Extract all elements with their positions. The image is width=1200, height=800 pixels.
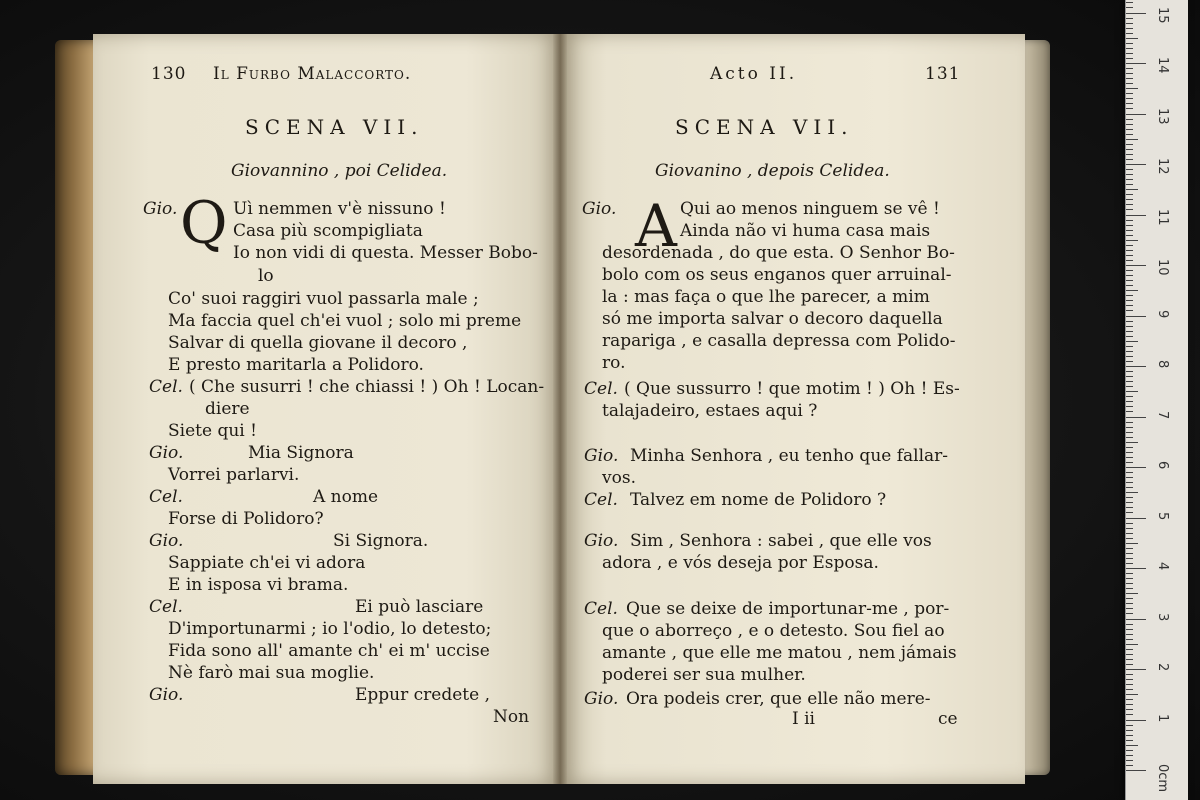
- ruler-tick: [1126, 684, 1133, 685]
- page-number: 131: [925, 64, 961, 84]
- ruler-tick: [1126, 518, 1146, 519]
- ruler-tick: [1126, 260, 1133, 261]
- verse-line: Io non vidi di questa. Messer Bobo-: [233, 243, 538, 263]
- ruler-tick: [1126, 704, 1133, 705]
- ruler-tick: [1126, 714, 1133, 715]
- ruler-tick: [1126, 558, 1133, 559]
- ruler-tick: [1126, 230, 1133, 231]
- ruler-tick: [1126, 250, 1133, 251]
- speaker-label: Cel.: [149, 487, 183, 507]
- ruler-tick: [1126, 235, 1133, 236]
- prose-line: poderei ser sua mulher.: [602, 665, 806, 685]
- ruler-tick: [1126, 225, 1133, 226]
- verse-line: Nè farò mai sua moglie.: [168, 663, 375, 683]
- prose-line: vos.: [602, 468, 636, 488]
- ruler-tick: [1126, 432, 1133, 433]
- verse-line: Sappiate ch'ei vi adora: [168, 553, 366, 573]
- ruler-tick: [1126, 164, 1146, 165]
- ruler-tick: [1126, 78, 1133, 79]
- open-book: [55, 22, 1055, 792]
- ruler-tick: [1126, 114, 1146, 115]
- ruler-label: 0cm: [1155, 764, 1170, 793]
- prose-line: la : mas faça o que lhe parecer, a mim: [602, 287, 930, 307]
- ruler-tick: [1126, 442, 1138, 443]
- ruler-tick: [1126, 33, 1133, 34]
- prose-line: desordenada , do que esta. O Senhor Bo-: [602, 243, 955, 263]
- ruler-tick: [1126, 709, 1133, 710]
- ruler-label: 6: [1155, 461, 1170, 470]
- ruler-tick: [1126, 184, 1133, 185]
- prose-line: rapariga , e casalla depressa com Polido-: [602, 331, 956, 351]
- prose-line: Ora podeis crer, que elle não mere-: [626, 689, 931, 709]
- ruler-label: 7: [1155, 410, 1170, 419]
- ruler-label: 10: [1155, 259, 1170, 276]
- page-number: 130: [151, 64, 187, 84]
- ruler-tick: [1126, 502, 1133, 503]
- prose-line: talajadeiro, estaes aqui ?: [602, 401, 818, 421]
- prose-line: Sim , Senhora : sabei , que elle vos: [630, 531, 932, 551]
- ruler-tick: [1126, 417, 1146, 418]
- ruler-label: 3: [1155, 612, 1170, 621]
- ruler-tick: [1126, 48, 1133, 49]
- prose-line: só me importa salvar o decoro daquella: [602, 309, 943, 329]
- ruler-tick: [1126, 745, 1138, 746]
- ruler-tick: [1126, 467, 1146, 468]
- ruler-tick: [1126, 401, 1133, 402]
- ruler-tick: [1126, 477, 1133, 478]
- ruler-tick: [1126, 523, 1133, 524]
- ruler-tick: [1126, 18, 1133, 19]
- ruler-label: 15: [1155, 6, 1170, 24]
- ruler-label: 9: [1155, 309, 1170, 318]
- ruler-tick: [1126, 497, 1133, 498]
- ruler-tick: [1126, 189, 1138, 190]
- verse-line: Ei può lasciare: [355, 597, 484, 617]
- prose-line: Talvez em nome de Polidoro ?: [630, 490, 887, 510]
- ruler-tick: [1126, 391, 1138, 392]
- ruler-tick: [1126, 422, 1133, 423]
- ruler-tick: [1126, 629, 1133, 630]
- ruler-tick: [1126, 482, 1133, 483]
- prose-line: ( Que sussurro ! que motim ! ) Oh ! Es-: [624, 379, 960, 399]
- ruler-tick: [1126, 740, 1133, 741]
- ruler-tick: [1126, 93, 1133, 94]
- catchword: Non: [493, 707, 530, 727]
- ruler-tick: [1126, 154, 1133, 155]
- ruler-label: 14: [1155, 57, 1170, 74]
- ruler-tick: [1126, 7, 1133, 8]
- ruler-tick: [1126, 406, 1133, 407]
- ruler-tick: [1126, 356, 1133, 357]
- ruler-tick: [1126, 124, 1133, 125]
- ruler-tick: [1126, 270, 1133, 271]
- speaker-label: Gio.: [584, 689, 619, 709]
- speaker-label: Gio.: [149, 443, 184, 463]
- verse-line: Ma faccia quel ch'ei vuol ; solo mi preme: [168, 311, 522, 331]
- ruler-tick: [1126, 568, 1146, 569]
- running-title: Il Furbo Malaccorto.: [213, 64, 412, 84]
- ruler-tick: [1126, 103, 1133, 104]
- ruler-tick: [1126, 38, 1138, 39]
- ruler-tick: [1126, 305, 1133, 306]
- verse-line: A nome: [313, 487, 379, 507]
- ruler-label: 2: [1155, 663, 1170, 672]
- ruler-tick: [1126, 598, 1133, 599]
- ruler-tick: [1126, 159, 1133, 160]
- ruler-tick: [1126, 220, 1133, 221]
- speaker-label: Cel.: [149, 597, 183, 617]
- ruler-tick: [1126, 548, 1133, 549]
- ruler-tick: [1126, 619, 1146, 620]
- prose-line: adora , e vós deseja por Esposa.: [602, 553, 879, 573]
- ruler-tick: [1126, 512, 1133, 513]
- ruler-tick: [1126, 58, 1133, 59]
- ruler-tick: [1126, 563, 1133, 564]
- prose-line: Qui ao menos ninguem se vê !: [680, 199, 940, 219]
- ruler-tick: [1126, 457, 1133, 458]
- speaker-label: Gio.: [584, 446, 619, 466]
- ruler-label: 12: [1155, 158, 1170, 175]
- ruler-tick: [1126, 215, 1146, 216]
- verse-line: Si Signora.: [333, 531, 429, 551]
- verse-line: Salvar di quella giovane il decoro ,: [168, 333, 468, 353]
- ruler-tick: [1126, 209, 1133, 210]
- prose-line: Ainda não vi huma casa mais: [680, 221, 931, 241]
- ruler-label: 1: [1155, 713, 1170, 722]
- verse-line: Mia Signora: [248, 443, 354, 463]
- ruler-tick: [1126, 654, 1133, 655]
- ruler-tick: [1126, 603, 1133, 604]
- ruler-tick: [1126, 528, 1133, 529]
- ruler-tick: [1126, 376, 1133, 377]
- measurement-ruler: [1125, 0, 1188, 800]
- speaker-label: Gio.: [143, 199, 178, 219]
- ruler-tick: [1126, 659, 1133, 660]
- ruler-tick: [1126, 331, 1133, 332]
- ruler-tick: [1126, 452, 1133, 453]
- verse-line: diere: [205, 399, 250, 419]
- ruler-label: 8: [1155, 360, 1170, 369]
- prose-line: Que se deixe de importunar-me , por-: [626, 599, 950, 619]
- ruler-tick: [1126, 2, 1133, 3]
- ruler-tick: [1126, 573, 1133, 574]
- verse-line: Casa più scompigliata: [233, 221, 423, 241]
- ruler-tick: [1126, 134, 1133, 135]
- ruler-tick: [1126, 624, 1133, 625]
- ruler-tick: [1126, 674, 1133, 675]
- ruler-tick: [1126, 204, 1133, 205]
- prose-line: Minha Senhora , eu tenho que fallar-: [630, 446, 949, 466]
- ruler-tick: [1126, 770, 1146, 771]
- ruler-tick: [1126, 472, 1133, 473]
- ruler-tick: [1126, 543, 1138, 544]
- ruler-tick: [1126, 300, 1133, 301]
- ruler-tick: [1126, 194, 1133, 195]
- ruler-tick: [1126, 240, 1138, 241]
- ruler-tick: [1126, 326, 1133, 327]
- ruler-tick: [1126, 669, 1146, 670]
- ruler-tick: [1126, 689, 1133, 690]
- ruler-tick: [1126, 664, 1133, 665]
- ruler-tick: [1126, 68, 1133, 69]
- ruler-label: 11: [1155, 208, 1170, 226]
- ruler-tick: [1126, 765, 1133, 766]
- ruler-tick: [1126, 694, 1138, 695]
- ruler-tick: [1126, 578, 1133, 579]
- verse-line: Vorrei parlarvi.: [168, 465, 300, 485]
- ruler-tick: [1126, 386, 1133, 387]
- verse-line: Forse di Polidoro?: [168, 509, 324, 529]
- ruler-tick: [1126, 735, 1133, 736]
- ruler-tick: [1126, 487, 1133, 488]
- ruler-tick: [1126, 88, 1138, 89]
- ruler-tick: [1126, 588, 1133, 589]
- verse-line: Uì nemmen v'è nissuno !: [233, 199, 446, 219]
- ruler-tick: [1126, 381, 1133, 382]
- ruler-tick: [1126, 13, 1146, 14]
- ruler-tick: [1126, 507, 1133, 508]
- scene-heading: SCENA VII.: [675, 115, 854, 139]
- ruler-label: 4: [1155, 562, 1170, 571]
- ruler-label: 13: [1155, 107, 1170, 125]
- ruler-tick: [1126, 139, 1138, 140]
- verse-line: Co' suoi raggiri vuol passarla male ;: [168, 289, 479, 309]
- ruler-tick: [1126, 83, 1133, 84]
- prose-line: bolo com os seus enganos quer arruinal-: [602, 265, 952, 285]
- prose-line: que o aborreço , e o detesto. Sou fiel ao: [602, 621, 945, 641]
- speaker-label: Cel.: [149, 377, 183, 397]
- ruler-tick: [1126, 613, 1133, 614]
- verse-line: lo: [258, 266, 274, 286]
- ruler-tick: [1126, 43, 1133, 44]
- ruler-tick: [1126, 310, 1133, 311]
- ruler-tick: [1126, 411, 1133, 412]
- ruler-tick: [1126, 538, 1133, 539]
- drop-cap: A: [635, 192, 677, 260]
- ruler-tick: [1126, 760, 1133, 761]
- ruler-tick: [1126, 371, 1133, 372]
- verse-line: E presto maritarla a Polidoro.: [168, 355, 424, 375]
- ruler-tick: [1126, 447, 1133, 448]
- speaker-label: Gio.: [149, 531, 184, 551]
- ruler-tick: [1126, 750, 1133, 751]
- signature-mark: I ii: [792, 709, 815, 729]
- verse-line: Eppur credete ,: [355, 685, 491, 705]
- ruler-tick: [1126, 644, 1138, 645]
- ruler-tick: [1126, 553, 1133, 554]
- ruler-tick: [1126, 179, 1133, 180]
- ruler-tick: [1126, 321, 1133, 322]
- ruler-tick: [1126, 366, 1146, 367]
- prose-line: amante , que elle me matou , nem jámais: [602, 643, 957, 663]
- right-page: [560, 34, 1025, 784]
- ruler-tick: [1126, 280, 1133, 281]
- ruler-tick: [1126, 169, 1133, 170]
- ruler-tick: [1126, 492, 1138, 493]
- ruler-tick: [1126, 583, 1133, 584]
- ruler-tick: [1126, 593, 1138, 594]
- ruler-tick: [1126, 63, 1146, 64]
- ruler-tick: [1126, 285, 1133, 286]
- catchword: ce: [938, 709, 958, 729]
- ruler-tick: [1126, 634, 1133, 635]
- ruler-tick: [1126, 255, 1133, 256]
- speaker-label: Cel.: [584, 490, 618, 510]
- ruler-tick: [1126, 316, 1146, 317]
- ruler-tick: [1126, 699, 1133, 700]
- speaker-label: Gio.: [582, 199, 617, 219]
- ruler-tick: [1126, 73, 1133, 74]
- ruler-tick: [1126, 730, 1133, 731]
- ruler-tick: [1126, 119, 1133, 120]
- ruler-tick: [1126, 608, 1133, 609]
- ruler-tick: [1126, 28, 1133, 29]
- ruler-tick: [1126, 351, 1133, 352]
- drop-cap: Q: [180, 189, 228, 257]
- ruler-tick: [1126, 98, 1133, 99]
- ruler-tick: [1126, 533, 1133, 534]
- ruler-tick: [1126, 290, 1138, 291]
- speaker-label: Cel.: [584, 379, 618, 399]
- ruler-tick: [1126, 245, 1133, 246]
- ruler-tick: [1126, 295, 1133, 296]
- ruler-tick: [1126, 144, 1133, 145]
- ruler-tick: [1126, 108, 1133, 109]
- ruler-tick: [1126, 639, 1133, 640]
- ruler-tick: [1126, 174, 1133, 175]
- speaker-label: Cel.: [584, 599, 618, 619]
- ruler-tick: [1126, 129, 1133, 130]
- ruler-tick: [1126, 396, 1133, 397]
- verse-line: D'importunarmi ; io l'odio, lo detesto;: [168, 619, 492, 639]
- speaker-label: Gio.: [584, 531, 619, 551]
- scene-heading: SCENA VII.: [245, 115, 424, 139]
- ruler-tick: [1126, 755, 1133, 756]
- left-page: [93, 34, 560, 784]
- speaker-label: Gio.: [149, 685, 184, 705]
- verse-line: ( Che susurri ! che chiassi ! ) Oh ! Locan-: [189, 377, 545, 397]
- verse-line: Fida sono all' amante ch' ei m' uccise: [168, 641, 490, 661]
- ruler-tick: [1126, 275, 1133, 276]
- ruler-tick: [1126, 346, 1133, 347]
- ruler-tick: [1126, 725, 1133, 726]
- scene-characters: Giovanino , depois Celidea.: [655, 161, 890, 181]
- ruler-tick: [1126, 720, 1146, 721]
- book-gutter: [553, 34, 567, 784]
- ruler-tick: [1126, 199, 1133, 200]
- ruler-tick: [1126, 149, 1133, 150]
- ruler-tick: [1126, 649, 1133, 650]
- ruler-tick: [1126, 679, 1133, 680]
- ruler-tick: [1126, 462, 1133, 463]
- verse-line: Siete qui !: [168, 421, 257, 441]
- ruler-tick: [1126, 341, 1138, 342]
- ruler-tick: [1126, 427, 1133, 428]
- ruler-label: 5: [1155, 511, 1170, 520]
- ruler-tick: [1126, 361, 1133, 362]
- scene-characters: Giovannino , poi Celidea.: [231, 161, 448, 181]
- ruler-tick: [1126, 336, 1133, 337]
- ruler-tick: [1126, 265, 1146, 266]
- ruler-tick: [1126, 23, 1133, 24]
- ruler-tick: [1126, 53, 1133, 54]
- verse-line: E in isposa vi brama.: [168, 575, 349, 595]
- ruler-tick: [1126, 437, 1133, 438]
- running-title: Acto II.: [710, 64, 798, 84]
- prose-line: ro.: [602, 353, 626, 373]
